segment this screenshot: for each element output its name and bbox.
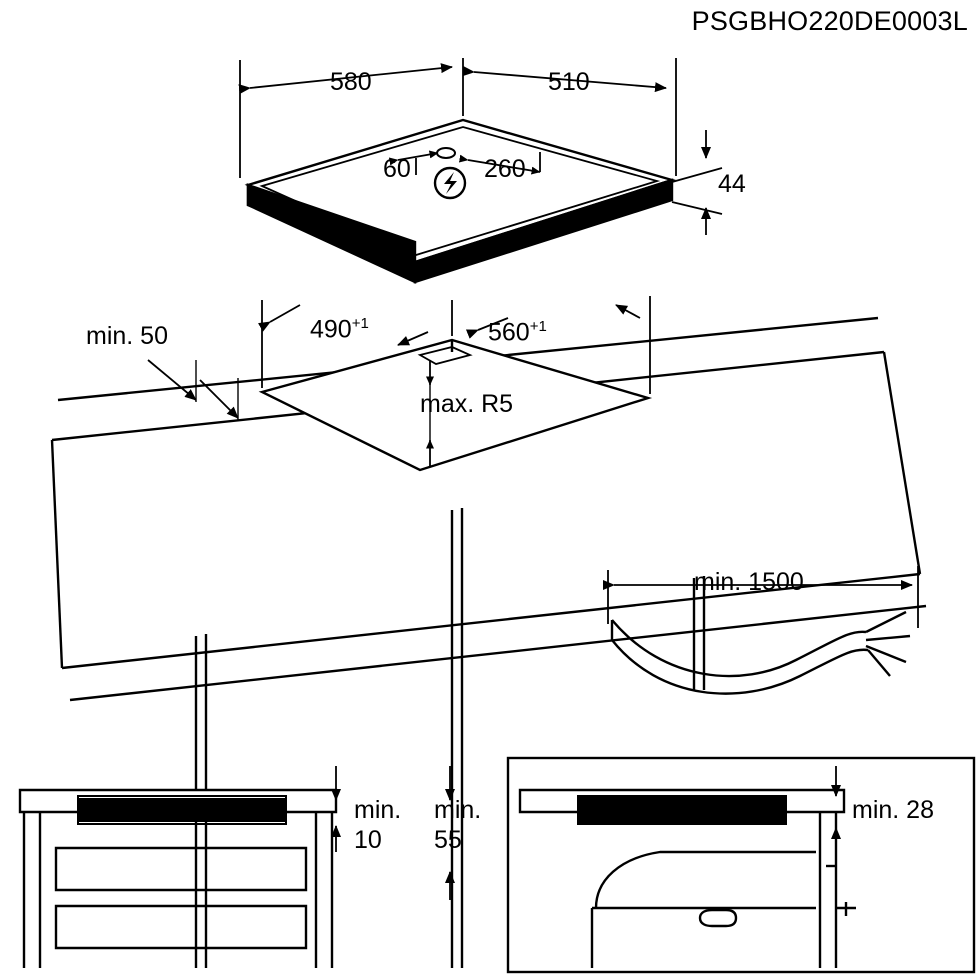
label-hob-depth: 510 xyxy=(548,68,590,96)
power-symbol-icon xyxy=(435,168,465,198)
label-edge-min: min. 50 xyxy=(86,322,168,350)
label-hob-width: 580 xyxy=(330,68,372,96)
label-connector-span: 260 xyxy=(484,155,526,183)
label-clearance-55-line2: 55 xyxy=(434,826,462,854)
label-hob-thickness: 44 xyxy=(718,170,746,198)
label-connector-offset: 60 xyxy=(383,155,411,183)
section-left-group xyxy=(20,790,336,968)
document-code: PSGBHO220DE0003L xyxy=(691,6,968,36)
label-cutout-width: $560^{+1}$ xyxy=(488,318,547,347)
hob-top-view-group xyxy=(248,120,672,282)
label-clearance-55-line1: min. xyxy=(434,796,482,824)
label-cable-length: min. 1500 xyxy=(694,568,804,596)
label-clearance-10-line1: min. xyxy=(354,796,402,824)
label-clearance-10-line2: 10 xyxy=(354,826,382,854)
label-cutout-depth: $490^{+1}$ xyxy=(310,315,369,344)
label-corner-radius: max. R5 xyxy=(420,390,514,418)
section-right-group xyxy=(508,758,974,972)
label-clearance-28: min. 28 xyxy=(852,796,934,824)
